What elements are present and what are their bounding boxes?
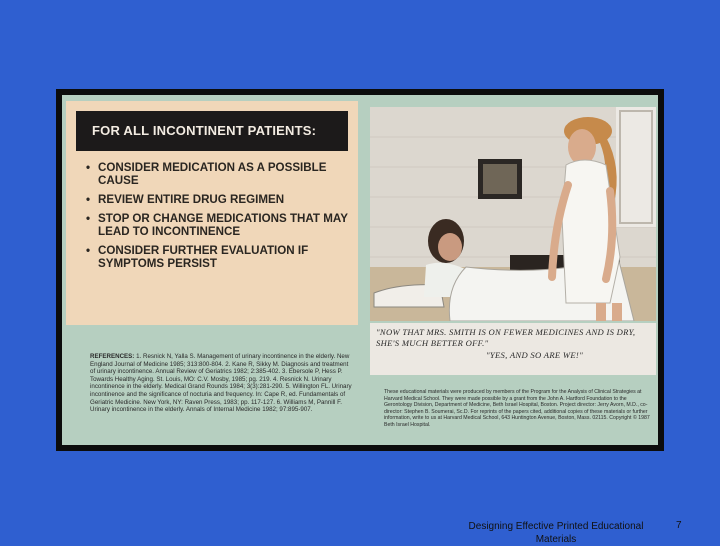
photo-caption-area xyxy=(370,323,656,375)
guidance-item: • STOP OR CHANGE MEDICATIONS THAT MAY LEAD TO INCONTINENCE xyxy=(86,212,348,238)
references-label: REFERENCES: xyxy=(90,353,135,360)
bullet-icon: • xyxy=(86,193,91,206)
educational-poster xyxy=(62,95,658,445)
guidance-list xyxy=(86,161,352,276)
nurse-patient-photo xyxy=(370,107,656,321)
guidance-item: • CONSIDER MEDICATION AS A POSSIBLE CAUSE xyxy=(86,161,327,187)
references-block xyxy=(90,353,352,414)
poster-heading: FOR ALL INCONTINENT PATIENTS: xyxy=(76,111,348,151)
guidance-panel xyxy=(66,101,358,325)
page-number: 7 xyxy=(676,520,682,531)
references-text: 1. Resnick N, Yalla S. Management of urinary incontinence in the elderly. New England Journal of Medicine 1985; 313:800-804. 2. Kane R, Sikky M. Diagnosis and treatment of urinary incontinence. Annual Review of Geriatrics 1982; 2:385-402. 3. Ebersole P, Hess P. Towards Healthy Aging. St. Louis, MO: C.V. Mosby, 1985; pg. 219. 4. Resnick N. Urinary incontinence in the elderly. Medical Grand Rounds 1984; 3(3):281-290. 5. Willington FL. Urinary incontinence and the significance of nocturia and frequency. In: Cape R, ed. Fundamentals of Geriatric Medicine. New York, NY: Raven Press, 1983; pp. 117-127. 6. Williams M, Pannill F. Urinary incontinence in the elderly. Annals of Internal Medicine 1982; 97:895-907. xyxy=(90,353,352,414)
bullet-icon: • xyxy=(86,161,91,174)
slide-photograph xyxy=(56,89,664,451)
guidance-item: • CONSIDER FURTHER EVALUATION IF SYMPTOMS PERSIST xyxy=(86,244,309,270)
nurse-patient-illustration xyxy=(370,107,656,321)
footer-title: Designing Effective Printed Educational Materials xyxy=(468,521,644,545)
bullet-icon: • xyxy=(86,244,91,257)
photo-caption xyxy=(376,327,654,361)
caption-quote: "NOW THAT MRS. SMITH IS ON FEWER MEDICINES AND IS DRY, SHE'S MUCH BETTER OFF." xyxy=(376,327,636,348)
credits-block: These educational materials were produced by members of the Program for the Analysis of Clinical Strategies at Harvard Medical School. They were made possible by a grant from the John A. Hartford Foundation to the Gerontology Division, Department of Medicine, Beth Israel Hospital, Boston. Project director: Jerry Avorn, M.D., co-director: Stephen B. Soumerai, Sc.D. For reprints of the papers cited, additional copies of these materials or further information, write to us at Harvard Medical School, 643 Huntington Avenue, Boston, Mass. 02115. Copyright © 1987 Beth Israel Hospital. xyxy=(384,389,650,428)
guidance-item: • REVIEW ENTIRE DRUG REGIMEN xyxy=(86,193,285,206)
caption-reply: "YES, AND SO ARE WE!" xyxy=(486,350,583,360)
bullet-icon: • xyxy=(86,212,91,225)
